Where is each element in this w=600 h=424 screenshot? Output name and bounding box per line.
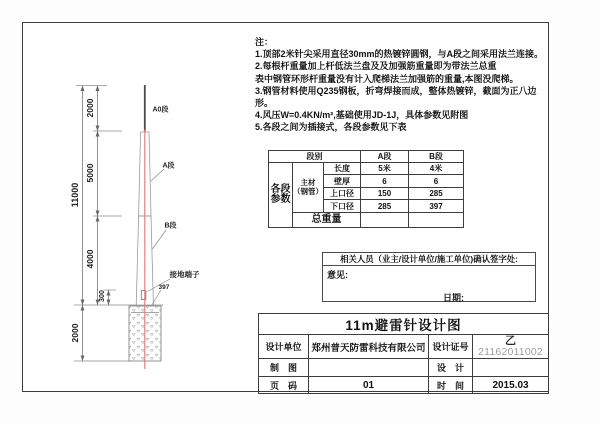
label-section-a: A段: [162, 162, 175, 170]
dim-terminal-height: 300: [99, 290, 106, 302]
cell-b: 6: [409, 175, 464, 188]
page-label: 页 码: [259, 377, 309, 394]
cell-a: 6: [361, 175, 409, 188]
date-label: 日期:: [443, 293, 464, 303]
label-base-diameter: 397: [158, 284, 170, 291]
dim-section-a: 5000: [85, 163, 95, 183]
dimension-lines: [83, 86, 109, 362]
drawing-sheet: [22, 22, 549, 392]
label-section-b: B段: [164, 222, 177, 230]
draft-row: [259, 359, 549, 377]
group-label-line1: 各段: [270, 184, 291, 195]
note-line: 5.各段之间为插接式，各段参数见下表: [255, 122, 407, 133]
note-line: 表中钢管环形杆重量没有计入爬梯法兰加强筋的重量,本图没爬梯。: [255, 73, 519, 84]
row-name: 长度: [324, 163, 361, 175]
draft-value: [309, 359, 429, 377]
dim-needle: 2000: [85, 98, 95, 118]
cell-b: 4米: [409, 163, 464, 175]
lightning-rod-drawing: [61, 77, 206, 373]
note-line: 4.风压W=0.4KN/m²,基础使用JD-1J，具体参数见附图: [255, 110, 469, 121]
cell-a: 5米: [361, 163, 409, 175]
material-label: [293, 163, 324, 213]
table-row: [269, 163, 464, 175]
note-line: 2.每根杆重量加上杆低法兰盘及及加强筋重量即为带法兰总重: [255, 61, 497, 72]
cert-label: 设计证号: [429, 335, 473, 359]
dim-section-b: 4000: [85, 249, 95, 269]
material-label-line2: （钢管）: [293, 186, 323, 196]
title-block: [258, 313, 549, 394]
dim-total: 11000: [70, 182, 80, 208]
design-unit-value: 郑州普天防雷科技有限公司: [309, 335, 429, 359]
opinion-label: 意见:: [327, 270, 348, 280]
section-parameter-table: [268, 150, 464, 228]
label-ground-terminal: 接地端子: [169, 270, 200, 279]
group-label-line2: 参数: [270, 194, 291, 205]
signature-box: [322, 252, 536, 302]
design-unit-row: [259, 335, 549, 359]
row-name: 壁厚: [324, 175, 361, 188]
notes-title: 注：: [255, 37, 274, 47]
time-label: 时 间: [429, 377, 473, 394]
material-label-line1: 主材: [300, 178, 316, 187]
design-unit-label: 设计单位: [259, 335, 309, 359]
group-label: [269, 163, 293, 228]
note-line: 形。: [255, 98, 274, 109]
header-section: 段别: [269, 151, 361, 163]
total-a: [361, 213, 409, 228]
note-line: 1.顶部2米针尖采用直径30mm的热镀锌圆钢，与A段之间采用法兰连接。: [255, 49, 544, 60]
total-b: [409, 213, 464, 228]
table-total-row: [269, 213, 464, 228]
total-label: 总重量: [293, 213, 361, 228]
row-name: 上口径: [324, 188, 361, 200]
label-needle-section: A0段: [152, 106, 169, 114]
design-label: 设 计: [429, 359, 473, 377]
table-header-row: [269, 151, 464, 163]
time-value: 2015.03: [473, 377, 549, 394]
cell-a: 285: [361, 200, 409, 213]
drawing-title: 11m避雷针设计图: [259, 314, 549, 335]
draft-label: 制 图: [259, 359, 309, 377]
cell-b: 397: [409, 200, 464, 213]
cert-grade: 乙: [505, 334, 517, 347]
page-row: [259, 377, 549, 394]
dim-foundation-depth: 2000: [70, 323, 80, 343]
cert-cell: [473, 335, 549, 359]
row-name: 下口径: [324, 200, 361, 213]
header-col-b: B段: [409, 151, 464, 163]
page-value: 01: [309, 377, 429, 394]
design-value: [473, 359, 549, 377]
title-row: [259, 314, 549, 335]
signature-header: 相关人员（业主/设计单位/施工单位)确认签字处:: [323, 253, 535, 266]
cell-b: 285: [409, 188, 464, 200]
cert-number: 21162011002: [478, 345, 543, 358]
notes-block: [255, 36, 555, 134]
header-col-a: A段: [361, 151, 409, 163]
note-line: 3.钢管材料使用Q235钢板，折弯焊接而成，整体热镀锌，截面为正八边: [255, 85, 537, 96]
cell-a: 150: [361, 188, 409, 200]
